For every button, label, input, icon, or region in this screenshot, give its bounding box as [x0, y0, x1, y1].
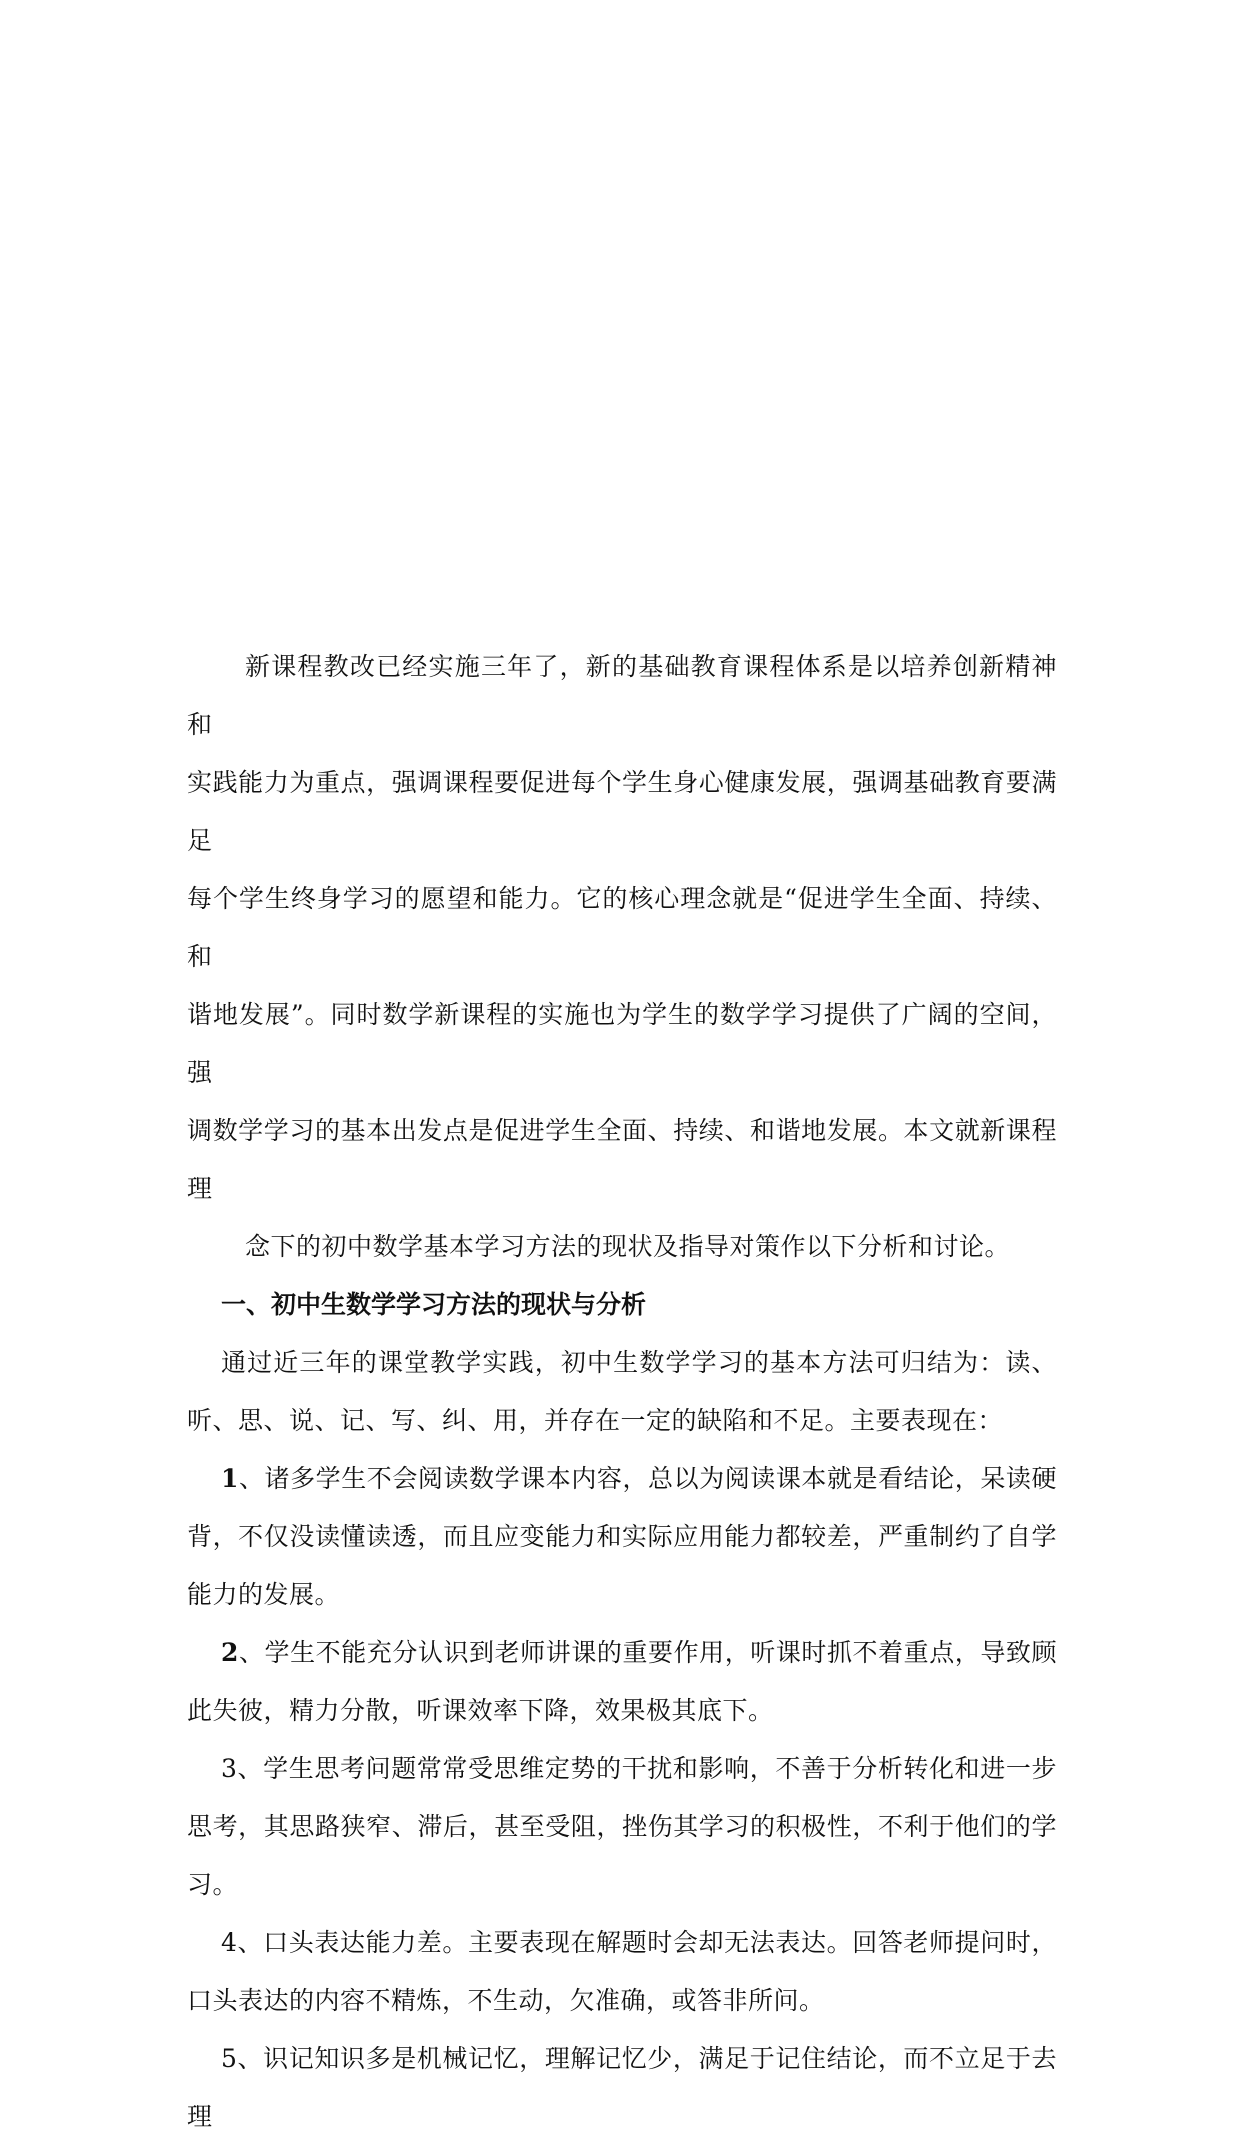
section-heading: 一、初中生数学学习方法的现状与分析 — [221, 1290, 647, 1319]
list-item-text: 、诸多学生不会阅读数学课本内容，总以为阅读课本就是看结论，呆读硬背，不仅没读懂读透，而且应变能力和实际应用能力都较差，严重制约了自学能力的发展。 — [187, 1464, 1057, 1609]
document-body — [187, 638, 1057, 2146]
list-item — [187, 1624, 1057, 1740]
list-item-text: 、识记知识多是机械记忆，理解记忆少，满足于记住结论，而不立足于去理 — [187, 2044, 1057, 2131]
intro-line: 调数学学习的基本出发点是促进学生全面、持续、和谐地发展。本文就新课程理 — [187, 1116, 1057, 1203]
section-summary: 通过近三年的课堂教学实践，初中生数学学习的基本方法可归结为：读、听、思、说、记、写、纠、用，并存在一定的缺陷和不足。主要表现在： — [187, 1348, 1057, 1435]
list-item-number: 2 — [221, 1638, 239, 1667]
list-item-text: 、学生思考问题常常受思维定势的干扰和影响，不善于分析转化和进一步思考，其思路狭窄、滞后，甚至受阻，挫伤其学习的积极性，不利于他们的学习。 — [187, 1754, 1057, 1899]
list-item-number: 3 — [221, 1754, 238, 1783]
list-item — [187, 1450, 1057, 1624]
intro-line: 每个学生终身学习的愿望和能力。它的核心理念就是“促进学生全面、持续、和 — [187, 884, 1057, 971]
intro-line: 谐地发展”。同时数学新课程的实施也为学生的数学学习提供了广阔的空间，强 — [187, 1000, 1057, 1087]
list-item — [187, 1914, 1057, 2030]
list-item — [187, 2030, 1057, 2146]
intro-paragraph — [187, 638, 1057, 1276]
intro-line: 实践能力为重点，强调课程要促进每个学生身心健康发展，强调基础教育要满足 — [187, 768, 1057, 855]
list-item-text: 、学生不能充分认识到老师讲课的重要作用，听课时抓不着重点，导致顾此失彼，精力分散，听课效率下降，效果极其底下。 — [187, 1638, 1057, 1725]
list-item-number: 1 — [221, 1464, 239, 1493]
list-item-number: 5 — [221, 2044, 238, 2073]
intro-line: 新课程教改已经实施三年了，新的基础教育课程体系是以培养创新精神和 — [187, 652, 1057, 739]
list-item — [187, 1740, 1057, 1914]
list-item-text: 、口头表达能力差。主要表现在解题时会却无法表达。回答老师提问时，口头表达的内容不精炼，不生动，欠准确，或答非所问。 — [187, 1928, 1057, 2015]
intro-line: 念下的初中数学基本学习方法的现状及指导对策作以下分析和讨论。 — [245, 1232, 1011, 1261]
list-item-number: 4 — [221, 1928, 238, 1957]
